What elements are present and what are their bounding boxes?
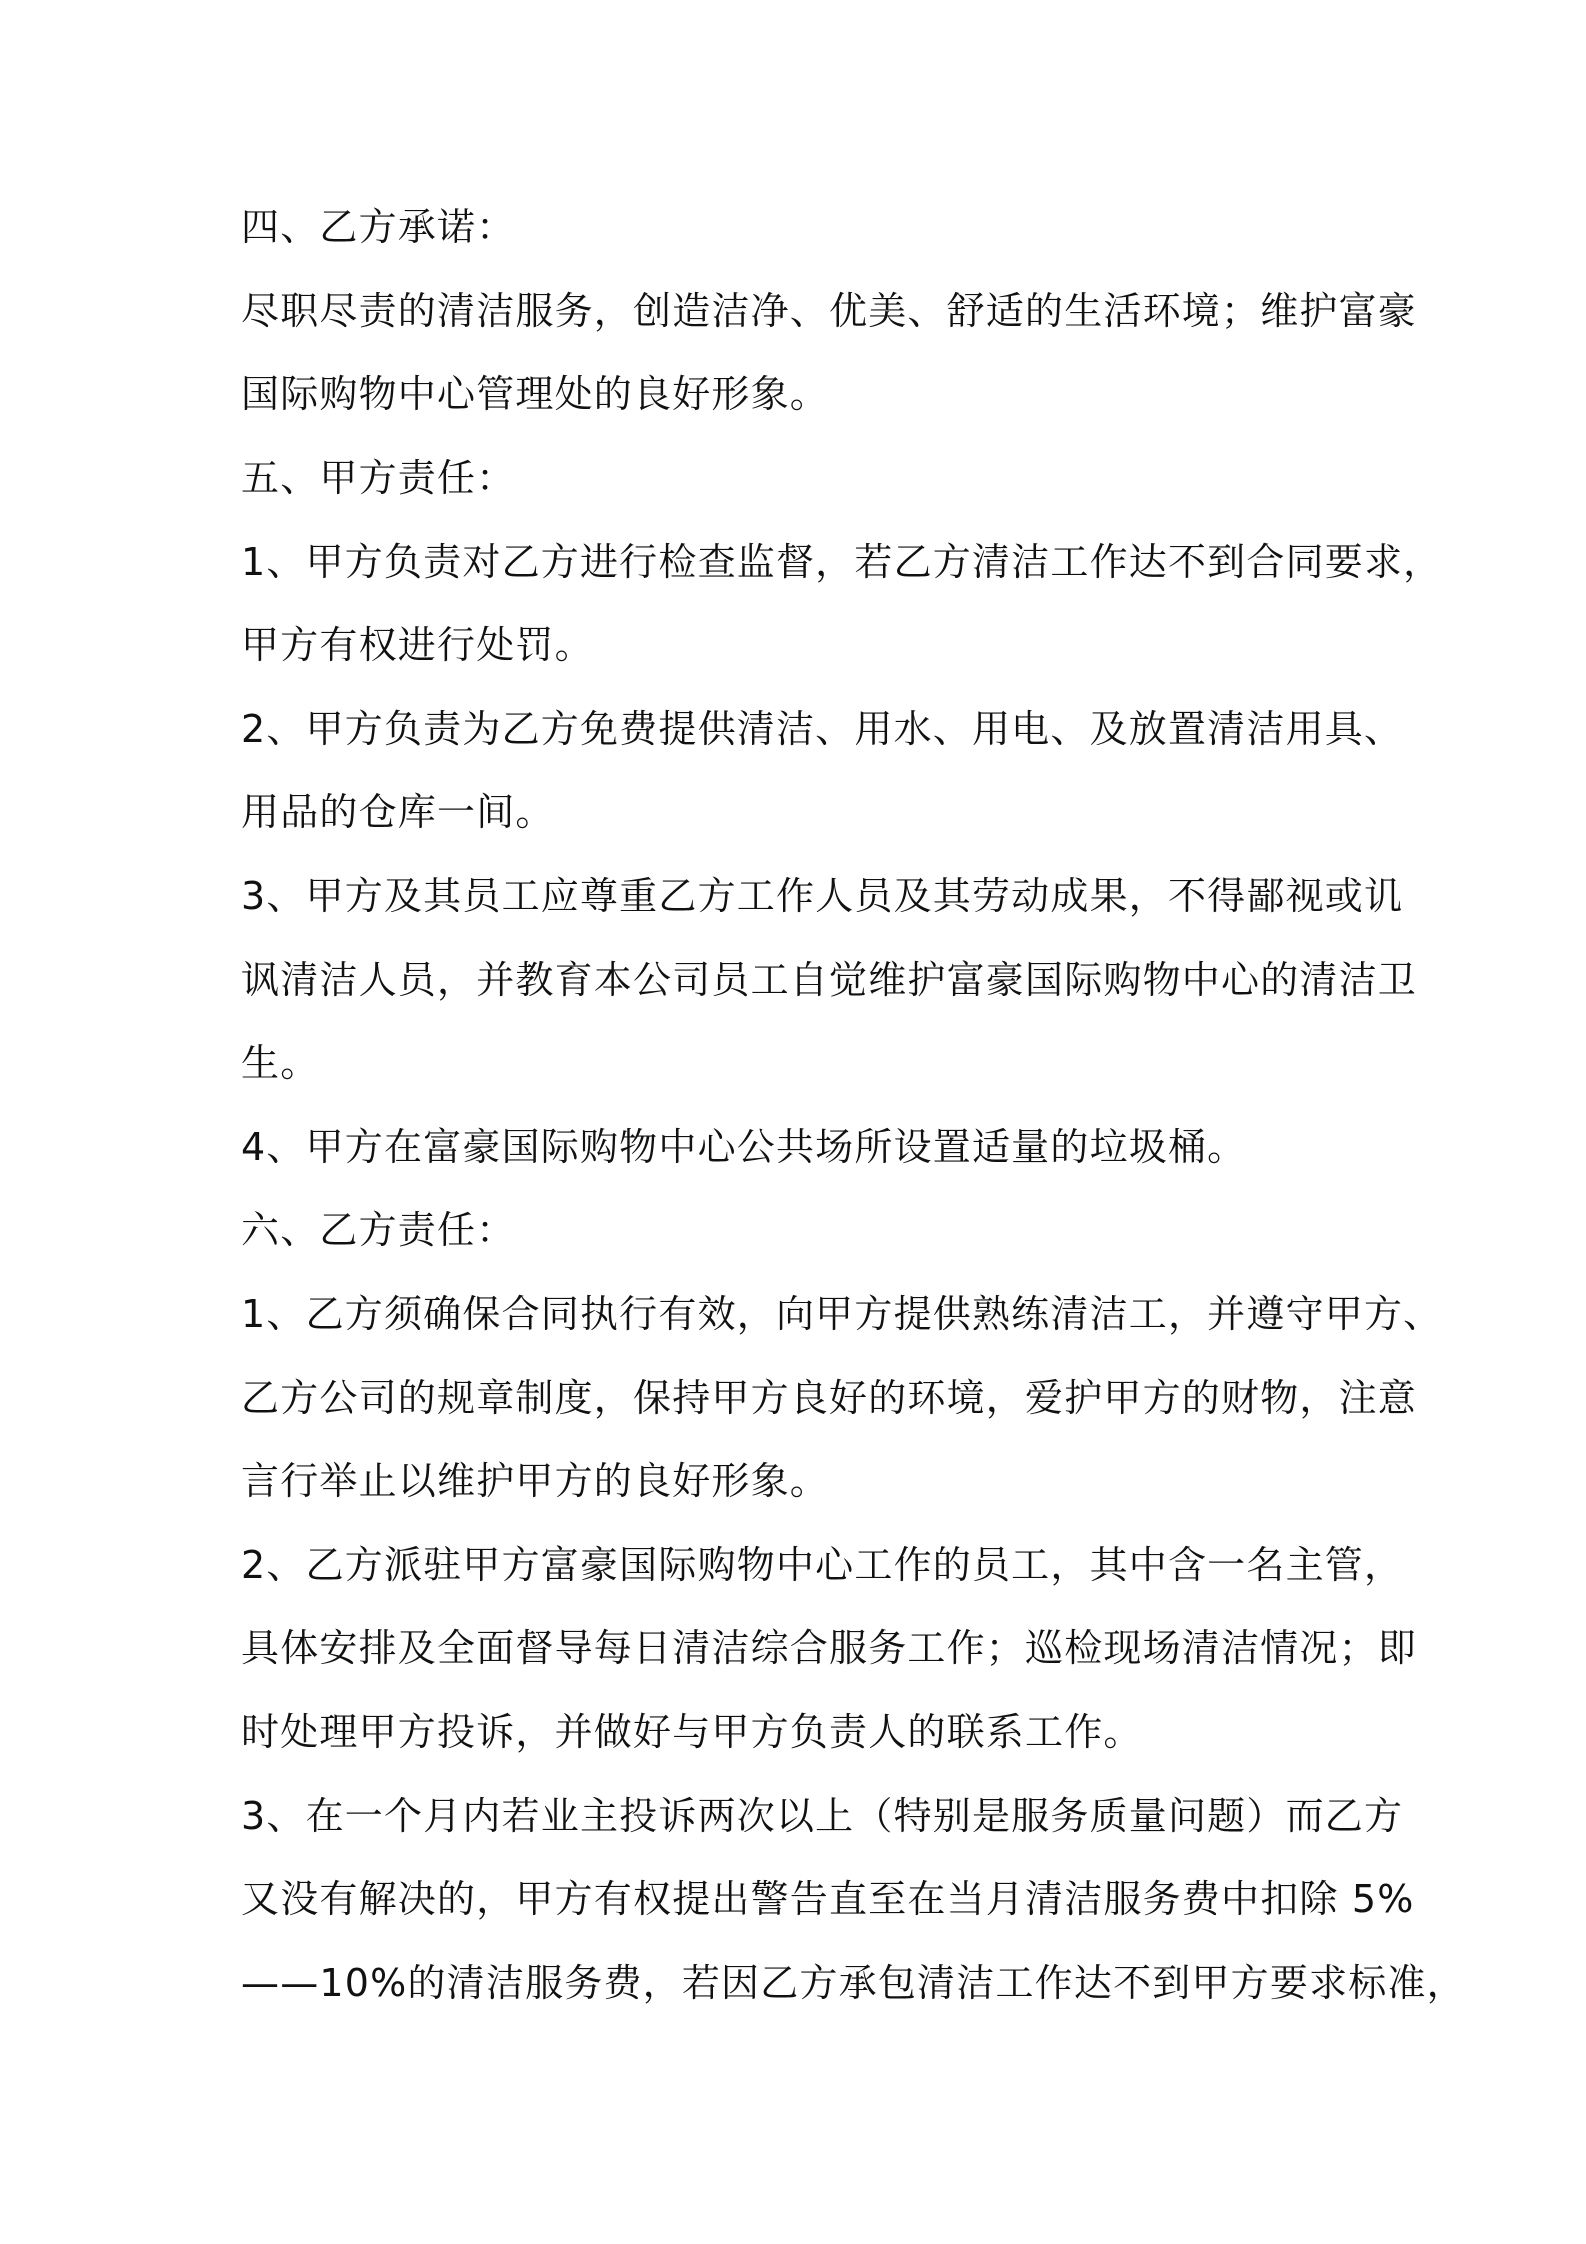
paragraph-line: 尽职尽责的清洁服务，创造洁净、优美、舒适的生活环境；维护富豪 — [241, 289, 1418, 333]
paragraph-line: 用品的仓库一间。 — [241, 790, 555, 834]
paragraph-line: 讽清洁人员，并教育本公司员工自觉维护富豪国际购物中心的清洁卫 — [241, 958, 1418, 1002]
paragraph-line: 1、乙方须确保合同执行有效，向甲方提供熟练清洁工，并遵守甲方、 — [241, 1292, 1443, 1336]
paragraph-line: 国际购物中心管理处的良好形象。 — [241, 372, 830, 416]
paragraph-line: 时处理甲方投诉，并做好与甲方负责人的联系工作。 — [241, 1710, 1143, 1754]
paragraph-line: 具体安排及全面督导每日清洁综合服务工作；巡检现场清洁情况；即 — [241, 1626, 1418, 1670]
paragraph-line: ——10%的清洁服务费，若因乙方承包清洁工作达不到甲方要求标准， — [241, 1961, 1466, 2005]
paragraph-line: 甲方有权进行处罚。 — [241, 623, 594, 667]
paragraph-line: 又没有解决的，甲方有权提出警告直至在当月清洁服务费中扣除 5% — [241, 1877, 1415, 1921]
paragraph-line: 1、甲方负责对乙方进行检查监督，若乙方清洁工作达不到合同要求， — [241, 540, 1443, 584]
paragraph-line: 2、甲方负责为乙方免费提供清洁、用水、用电、及放置清洁用具、 — [241, 707, 1404, 751]
section-heading-5: 五、甲方责任： — [241, 456, 516, 500]
paragraph-line: 4、甲方在富豪国际购物中心公共场所设置适量的垃圾桶。 — [241, 1125, 1247, 1169]
paragraph-line: 3、在一个月内若业主投诉两次以上（特别是服务质量问题）而乙方 — [241, 1794, 1404, 1838]
paragraph-line: 乙方公司的规章制度，保持甲方良好的环境，爱护甲方的财物，注意 — [241, 1376, 1418, 1420]
paragraph-line: 言行举止以维护甲方的良好形象。 — [241, 1459, 830, 1503]
section-heading-4: 四、乙方承诺： — [241, 205, 516, 249]
paragraph-line: 2、乙方派驻甲方富豪国际购物中心工作的员工，其中含一名主管， — [241, 1543, 1404, 1587]
paragraph-line: 生。 — [241, 1041, 320, 1085]
section-heading-6: 六、乙方责任： — [241, 1208, 516, 1252]
paragraph-line: 3、甲方及其员工应尊重乙方工作人员及其劳动成果，不得鄙视或讥 — [241, 874, 1404, 918]
